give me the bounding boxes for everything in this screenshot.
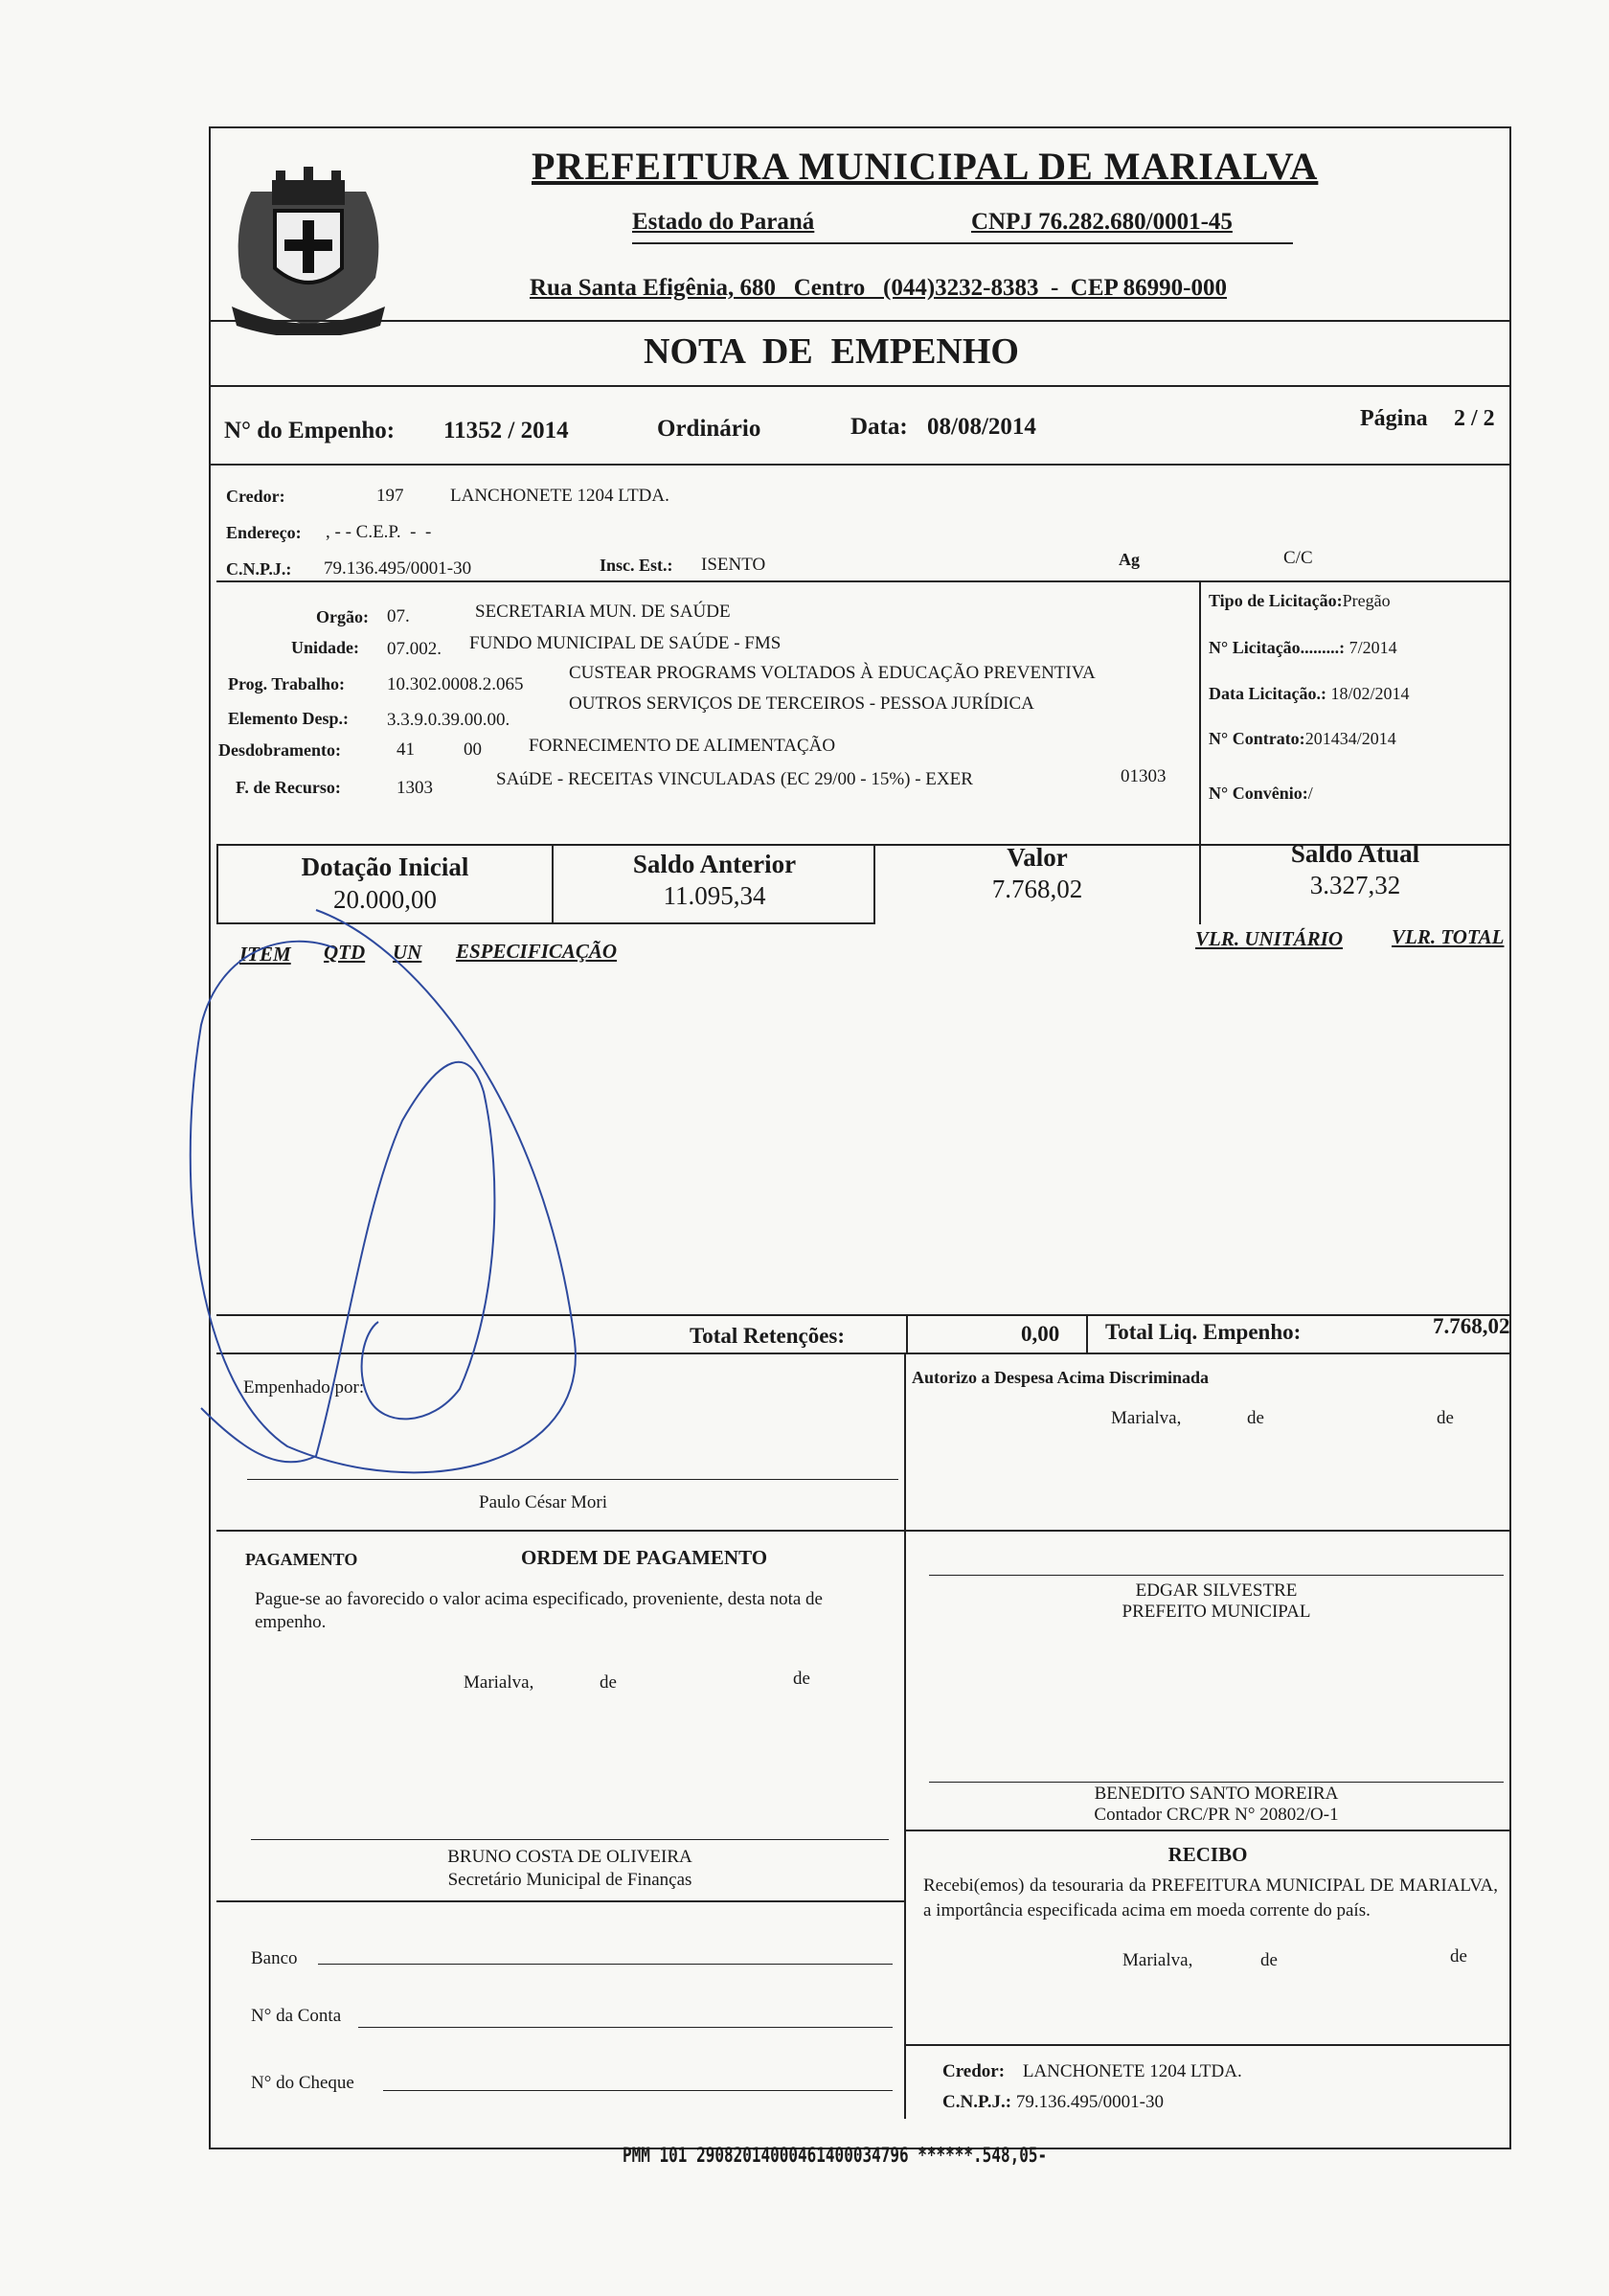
insc-value: ISENTO [701,555,766,575]
empenhado-name: Paulo César Mori [479,1492,608,1512]
banco-field[interactable] [318,1964,893,1965]
conta-field[interactable] [358,2027,893,2028]
date-label: Data: [850,414,908,440]
empenho-number-label: N° do Empenho: [224,418,396,443]
recurso-code: 1303 [397,778,433,798]
doc-title: NOTA DE EMPENHO [644,331,1019,372]
recurso-name: SAúDE - RECEITAS VINCULADAS (EC 29/00 - 15%) - EXER [496,769,973,789]
page-title: PREFEITURA MUNICIPAL DE MARIALVA [532,145,1319,188]
desdobramento-name: FORNECIMENTO DE ALIMENTAÇÃO [529,736,836,756]
divider [209,320,1511,322]
licitacao-type: Pregão [1342,591,1391,610]
contrato-label: N° Contrato: [1209,729,1305,748]
orgao-name: SECRETARIA MUN. DE SAÚDE [475,602,731,622]
recibo-cnpj: 79.136.495/0001-30 [1015,2092,1164,2112]
signature-line [251,1839,889,1840]
elemento-label: Elemento Desp.: [228,709,349,728]
ag-label: Ag [1119,550,1140,569]
signature-line [929,1575,1504,1576]
divider [904,1353,906,1530]
secretario-role: Secretário Municipal de Finanças [447,1870,692,1890]
recibo-title: RECIBO [1167,1843,1248,1866]
coat-of-arms-logo [213,144,404,335]
contador-role: Contador CRC/PR N° 20802/O-1 [1094,1805,1339,1825]
licitacao-number: 7/2014 [1348,638,1397,657]
saldo-anterior-label: Saldo Anterior [632,850,797,878]
estado-label: Estado do Paraná [632,209,815,235]
prog-label: Prog. Trabalho: [228,674,346,693]
valor-value: 7.768,02 [991,875,1083,903]
conta-label: N° da Conta [251,2006,342,2026]
saldo-atual-label: Saldo Atual [1290,839,1420,868]
credor-name: LANCHONETE 1204 LTDA. [450,486,669,506]
recibo-credor-name: LANCHONETE 1204 LTDA. [1022,2061,1242,2081]
orgao-code: 07. [387,606,410,626]
divider [1199,580,1201,844]
cheque-field[interactable] [383,2090,893,2091]
signature-line [929,1782,1504,1783]
header-underline [632,242,1293,244]
empenhado-label: Empenhado por: [243,1377,365,1398]
divider [904,1530,906,2119]
cnpj-value: 79.136.495/0001-30 [324,558,472,579]
convenio-label: N° Convênio: [1209,784,1308,803]
contador-name: BENEDITO SANTO MOREIRA [1094,1784,1339,1804]
credor-code: 197 [376,486,404,506]
desdobramento-label: Desdobramento: [218,740,341,760]
recibo-de1: de [1260,1950,1278,1970]
divider [906,1314,908,1353]
pagamento-de2: de [793,1669,810,1689]
total-liquido-label: Total Liq. Empenho: [1105,1320,1302,1344]
autorizo-label: Autorizo a Despesa Acima Discriminada [912,1368,1209,1387]
prefeito-name: EDGAR SILVESTRE [1135,1580,1298,1601]
cnpj-prefeitura: CNPJ 76.282.680/0001-45 [971,209,1233,235]
prefeito-role: PREFEITO MUNICIPAL [1122,1602,1311,1622]
prog-code: 10.302.0008.2.065 [387,674,524,694]
empenho-type: Ordinário [657,416,761,442]
elemento-name: OUTROS SERVIÇOS DE TERCEIROS - PESSOA JURÍDICA [569,693,1034,714]
cc-label: C/C [1283,548,1313,568]
credor-label: Credor: [226,487,285,506]
endereco-value: , - - C.E.P. - - [326,522,432,542]
address-line: Rua Santa Efigênia, 680 Centro (044)3232-8383 - CEP 86990-000 [530,275,1228,301]
divider [216,1900,904,1902]
saldo-anterior-value: 11.095,34 [663,881,766,910]
licitacao-type-label: Tipo de Licitação: [1209,591,1343,610]
licitacao-date: 18/02/2014 [1330,684,1410,703]
recibo-text: Recebi(emos) da tesouraria da PREFEITURA MUNICIPAL DE MARIALVA, a importância especificada acima em moeda corrente do país. [923,1875,1498,1921]
column-un: UN [393,941,422,964]
licitacao-number-label: N° Licitação.........: [1209,638,1346,657]
column-valor-total: VLR. TOTAL [1392,925,1505,948]
column-qtd: QTD [324,941,366,964]
recibo-cnpj-label: C.N.P.J.: [942,2092,1012,2112]
pagamento-label: PAGAMENTO [245,1550,358,1569]
divider [216,580,1511,582]
empenho-number: 11352 / 2014 [443,418,569,443]
secretario-name: BRUNO COSTA DE OLIVEIRA [447,1847,692,1867]
handwritten-signature [172,891,670,1542]
banco-label: Banco [251,1948,298,1968]
column-item: ITEM [239,943,291,966]
recibo-city: Marialva, [1122,1950,1193,1970]
column-valor-unitario: VLR. UNITÁRIO [1195,927,1344,950]
desdobramento-a: 41 [397,739,415,760]
column-especificacao: ESPECIFICAÇÃO [456,940,618,963]
page-number: 2 / 2 [1454,406,1495,431]
divider [904,1830,1511,1831]
divider [209,385,1511,387]
pagamento-city: Marialva, [464,1672,534,1693]
divider [1086,1314,1088,1353]
unidade-label: Unidade: [291,638,360,657]
unidade-name: FUNDO MUNICIPAL DE SAÚDE - FMS [469,633,782,653]
valor-label: Valor [1007,843,1068,872]
recurso-label: F. de Recurso: [236,778,341,797]
ordem-pagamento-title: ORDEM DE PAGAMENTO [521,1546,768,1569]
autorizo-de2: de [1437,1408,1454,1428]
convenio-number: / [1307,784,1313,803]
endereco-label: Endereço: [226,523,302,542]
licitacao-date-label: Data Licitação.: [1209,684,1326,703]
orgao-label: Orgão: [316,607,369,626]
retencoes-label: Total Retenções: [690,1324,846,1348]
prog-name: CUSTEAR PROGRAMS VOLTADOS À EDUCAÇÃO PREVENTIVA [569,663,1096,683]
total-liquido-value: 7.768,02 [1433,1314,1510,1338]
cnpj-label: C.N.P.J.: [226,559,292,579]
pagamento-text: Pague-se ao favorecido o valor acima especificado, proveniente, desta nota de empenho. [255,1589,823,1632]
dotacao-label: Dotação Inicial [301,852,469,881]
page-label: Página [1360,406,1428,431]
recibo-de2: de [1450,1946,1467,1966]
cheque-label: N° do Cheque [251,2073,354,2093]
autorizo-city: Marialva, [1111,1408,1182,1428]
footer-code: PMM 101 29082014000461400034796 ******.548,05- [623,2142,1048,2168]
saldo-atual-value: 3.327,32 [1309,871,1401,899]
recurso-number: 01303 [1121,766,1167,786]
recibo-credor-label: Credor: [942,2061,1006,2081]
elemento-code: 3.3.9.0.39.00.00. [387,710,510,730]
dotacao-value: 20.000,00 [333,885,437,914]
contrato-number: 201434/2014 [1304,729,1396,748]
date-value: 08/08/2014 [927,414,1036,440]
divider [209,464,1511,466]
retencoes-value: 0,00 [1021,1322,1060,1346]
autorizo-de1: de [1247,1408,1264,1428]
divider [904,2044,1511,2046]
insc-label: Insc. Est.: [600,556,673,575]
pagamento-de1: de [600,1672,617,1693]
desdobramento-b: 00 [464,739,482,760]
unidade-code: 07.002. [387,639,442,659]
